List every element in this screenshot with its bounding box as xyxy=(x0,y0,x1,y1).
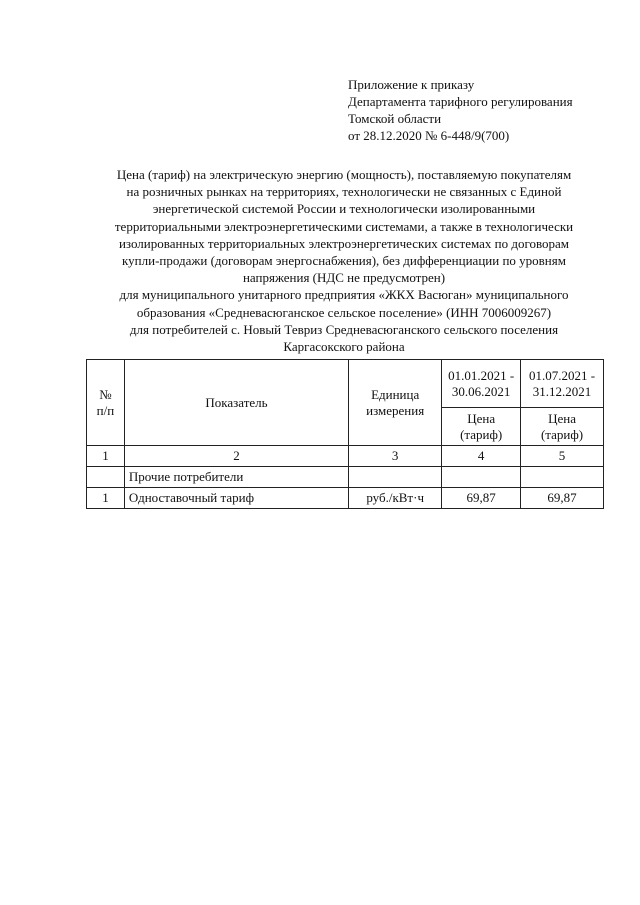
column-number: 3 xyxy=(349,446,442,467)
table-cell xyxy=(442,467,521,488)
row-num: 1 xyxy=(87,488,125,509)
group-row xyxy=(87,467,604,488)
document-title xyxy=(80,166,608,355)
row-price-2: 69,87 xyxy=(521,488,604,509)
column-number: 1 xyxy=(87,446,125,467)
title-line: изолированных территориальных электроэнергетических системах по договорам xyxy=(118,235,570,251)
title-line: на розничных рынках на территориях, технологически не связанных с Единой xyxy=(126,184,562,200)
header-period-2: 01.07.2021 - 31.12.2021 xyxy=(521,360,604,408)
column-number: 2 xyxy=(124,446,348,467)
title-line: для муниципального унитарного предприятия «ЖКХ Васюган» муниципального xyxy=(119,287,569,303)
title-line: Каргасокского района xyxy=(283,339,405,355)
header-price-1: Цена (тариф) xyxy=(442,408,521,446)
appendix-line: Приложение к приказу xyxy=(348,77,475,92)
column-number: 4 xyxy=(442,446,521,467)
title-line: напряжения (НДС не предусмотрен) xyxy=(242,270,446,286)
row-indicator: Одноставочный тариф xyxy=(124,488,348,509)
appendix-line: Томской области xyxy=(348,111,442,126)
header-indicator: Показатель xyxy=(124,360,348,446)
title-line: купли-продажи (договорам энергоснабжения), без дифференциации по уровням xyxy=(122,253,566,269)
appendix-block xyxy=(348,76,573,144)
header-unit: Единица измерения xyxy=(349,360,442,446)
header-row xyxy=(87,360,604,408)
title-line: для потребителей с. Новый Тевриз Средневасюганского сельского поселения xyxy=(129,321,559,337)
title-line: Цена (тариф) на электрическую энергию (мощность), поставляемую покупателям xyxy=(116,167,572,182)
column-number-row xyxy=(87,446,604,467)
column-number: 5 xyxy=(521,446,604,467)
title-line: энергетической системой России и технологически изолированными xyxy=(152,201,536,217)
tariff-table xyxy=(86,359,604,509)
row-price-1: 69,87 xyxy=(442,488,521,509)
appendix-line: Департамента тарифного регулирования xyxy=(348,94,573,109)
title-line: образования «Средневасюганское сельское поселение» (ИНН 7006009267) xyxy=(136,304,552,320)
group-label: Прочие потребители xyxy=(124,467,348,488)
row-unit: руб./кВт·ч xyxy=(349,488,442,509)
table-cell xyxy=(349,467,442,488)
table-cell xyxy=(521,467,604,488)
title-line: территориальными электроэнергетическими системами, а также в технологически xyxy=(114,218,574,234)
table-cell xyxy=(87,467,125,488)
appendix-line: от 28.12.2020 № 6-448/9(700) xyxy=(348,128,510,143)
header-period-1: 01.01.2021 - 30.06.2021 xyxy=(442,360,521,408)
header-num: № п/п xyxy=(87,360,125,446)
header-price-2: Цена (тариф) xyxy=(521,408,604,446)
table-row xyxy=(87,488,604,509)
